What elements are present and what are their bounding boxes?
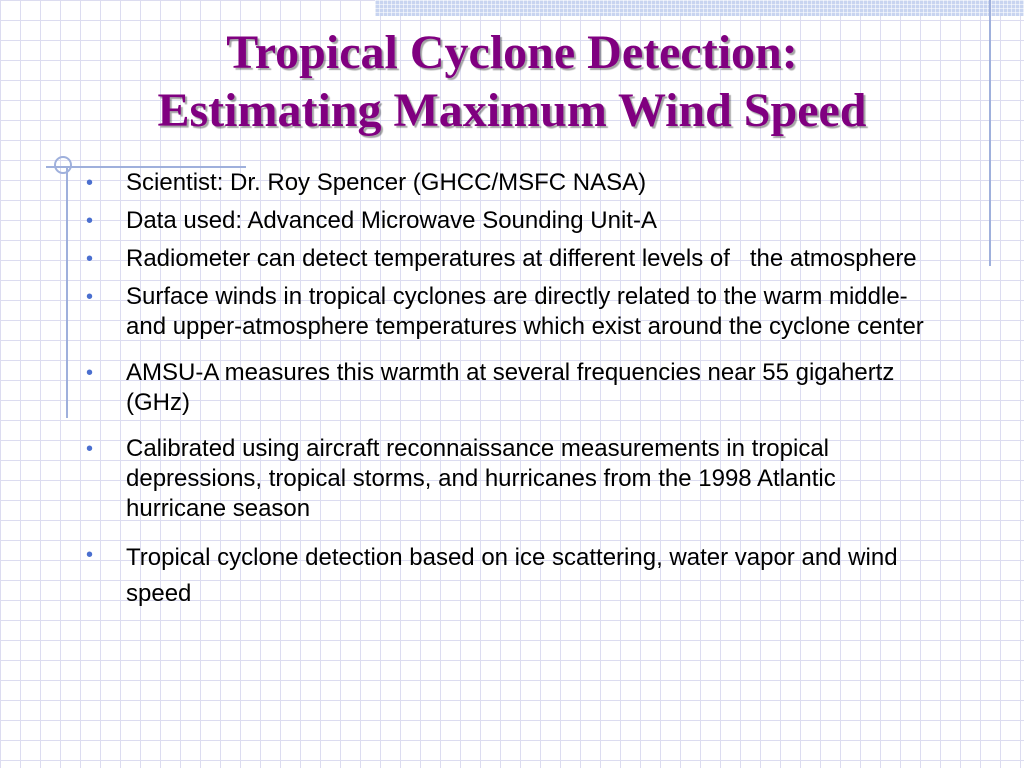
bullet-list	[86, 168, 936, 620]
bullet-item	[86, 168, 936, 198]
bullet-text: Surface winds in tropical cyclones are directly related to the warm middle- and upper-atmosphere temperatures which exist around the cyclone center	[126, 283, 924, 340]
bullet-text: Calibrated using aircraft reconnaissance measurements in tropical depressions, tropical storms, and hurricanes from the 1998 Atlantic hurricane season	[126, 435, 836, 522]
right-decorative-rule	[989, 0, 991, 266]
bullet-item	[86, 540, 936, 612]
slide-title	[40, 24, 984, 140]
slide-title-line-1: Tropical Cyclone Detection:	[226, 26, 798, 79]
bullet-dot-icon: •	[86, 544, 94, 566]
bullet-dot-icon: •	[86, 286, 94, 308]
bullet-text: Data used: Advanced Microwave Sounding Unit-A	[126, 207, 657, 234]
bullet-dot-icon: •	[86, 438, 94, 460]
bullet-item	[86, 244, 936, 274]
top-decorative-band	[375, 0, 1024, 16]
bullet-item	[86, 206, 936, 236]
bullet-text: Scientist: Dr. Roy Spencer (GHCC/MSFC NASA)	[126, 169, 647, 196]
circle-ornament-icon	[54, 156, 72, 174]
bullet-item	[86, 282, 936, 342]
bullet-dot-icon: •	[86, 172, 94, 194]
bullet-dot-icon: •	[86, 362, 94, 384]
bullet-dot-icon: •	[86, 248, 94, 270]
bullet-dot-icon: •	[86, 210, 94, 232]
bullet-text: Radiometer can detect temperatures at different levels of the atmosphere	[126, 245, 917, 272]
bullet-text: AMSU-A measures this warmth at several frequencies near 55 gigahertz (GHz)	[126, 359, 895, 416]
bullet-item	[86, 358, 936, 418]
bullet-text: Tropical cyclone detection based on ice scattering, water vapor and wind speed	[126, 544, 898, 607]
left-decorative-rule	[66, 168, 68, 418]
bullet-item	[86, 434, 936, 524]
slide-title-line-2: Estimating Maximum Wind Speed	[157, 84, 867, 137]
